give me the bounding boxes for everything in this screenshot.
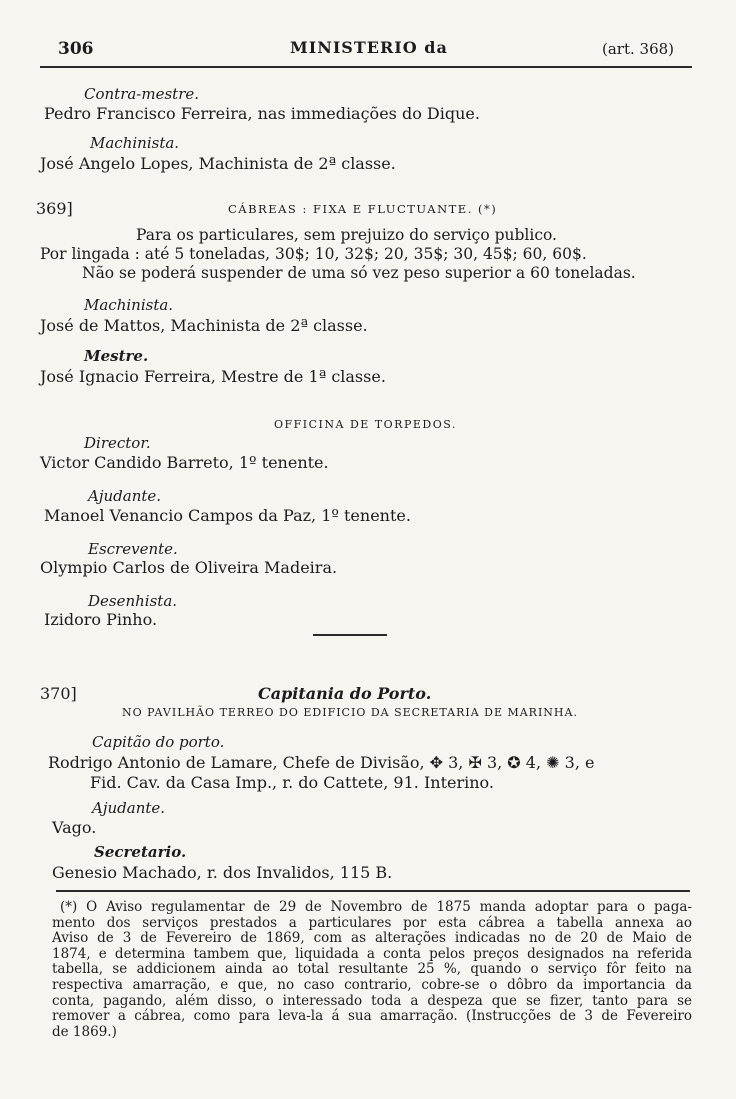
article-369-heading: CÁBREAS : FIXA E FLUCTUANTE. (*) [228,202,498,216]
page-number: 306 [58,39,94,59]
officina-director-label: Director. [84,434,151,452]
officina-director-entry: Victor Candido Barreto, 1º tenente. [40,453,329,472]
footnote [40,900,692,1040]
officina-desenhista-entry: Izidoro Pinho. [44,610,158,629]
contra-mestre-label: Contra-mestre. [84,85,200,103]
article-369-machinista-label: Machinista. [84,296,174,314]
article-reference: (art. 368) [602,40,675,58]
secretario-entry: Genesio Machado, r. dos Invalidos, 115 B. [52,863,393,882]
footnote-line: Aviso de 3 de Fevereiro de 1869, com as alterações indicadas no de 20 de Maio de [52,930,692,947]
secretario-label: Secretario. [94,843,187,861]
officina-escrevente-label: Escrevente. [88,540,178,558]
header-rule [40,66,692,68]
footnote-line: mento dos serviços prestados a particulares por esta cábrea a tabella annexa ao [52,914,692,931]
section-divider [313,634,387,636]
machinista-label: Machinista. [90,134,180,152]
footnote-line: (*) O Aviso regulamentar de 29 de Novembro de 1875 manda adoptar para o paga- [60,899,692,915]
footnote-line: conta, pagando, além disso, o interessado toda a despeza que se fizer, tanto para se [52,992,692,1009]
article-369-line-3: Não se poderá suspender de uma só vez peso superior a 60 toneladas. [82,264,636,282]
article-369-machinista-entry: José de Mattos, Machinista de 2ª classe. [40,316,368,335]
contra-mestre-entry: Pedro Francisco Ferreira, nas immediações do Dique. [44,104,480,123]
machinista-entry: José Angelo Lopes, Machinista de 2ª classe. [40,154,396,173]
article-370-ajudante-entry: Vago. [52,818,97,837]
article-370-title: Capitania do Porto. [258,684,432,703]
article-369-mestre-label: Mestre. [84,347,149,365]
article-369-line-1: Para os particulares, sem prejuizo do serviço publico. [136,226,557,244]
footnote-rule [56,890,690,892]
capitao-entry-line-1: Rodrigo Antonio de Lamare, Chefe de Divisão, ✥ 3, ✠ 3, ✪ 4, ✺ 3, e [48,753,595,772]
officina-ajudante-entry: Manoel Venancio Campos da Paz, 1º tenente. [44,506,411,525]
officina-ajudante-label: Ajudante. [88,487,162,505]
officina-heading: OFFICINA DE TORPEDOS. [274,418,457,431]
article-370-number: 370] [40,684,77,703]
article-369-tariff: Por lingada : até 5 toneladas, 30$; 10, 32$; 20, 35$; 30, 45$; 60, 60$. [40,245,587,263]
footnote-line: 1874, e determina tambem que, liquidada a conta pelos preços designados na referida [52,945,692,962]
footnote-line: tabella, se addicionem ainda ao total resultante 25 %, quando o serviço fôr feito na [52,961,692,978]
footnote-line: de 1869.) [52,1023,117,1040]
footnote-line: remover a cábrea, como para leva-la á sua amarração. (Instrucções de 3 de Fevereiro [52,1008,692,1025]
capitao-label: Capitão do porto. [92,733,225,751]
running-title: MINISTERIO da [290,38,448,57]
footnote-line: respectiva amarração, e que, no caso contrario, cobre-se o dôbro da importancia da [52,976,692,993]
officina-desenhista-label: Desenhista. [88,592,178,610]
article-369-mestre-entry: José Ignacio Ferreira, Mestre de 1ª classe. [40,367,386,386]
officina-escrevente-entry: Olympio Carlos de Oliveira Madeira. [40,558,338,577]
article-369-number: 369] [36,199,73,218]
article-370-subtitle: NO PAVILHÃO TERREO DO EDIFICIO DA SECRETARIA DE MARINHA. [122,706,578,719]
article-370-ajudante-label: Ajudante. [92,799,166,817]
capitao-entry-line-2: Fid. Cav. da Casa Imp., r. do Cattete, 91. Interino. [90,773,494,792]
